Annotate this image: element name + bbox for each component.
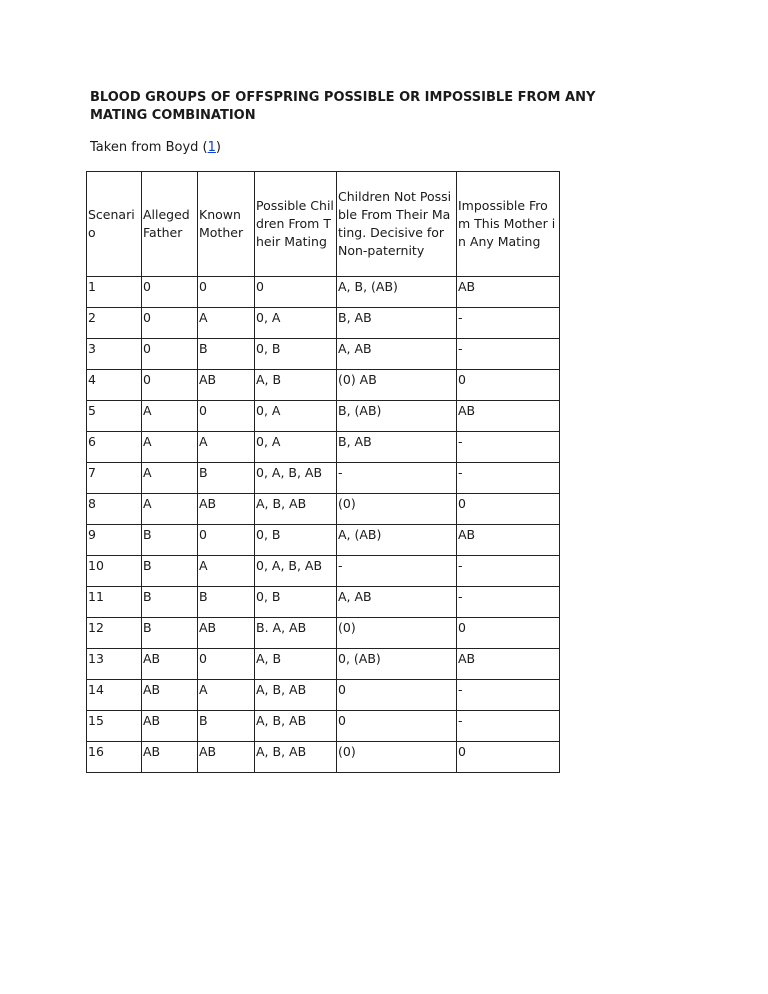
possible-children-cell-text: 0, B [256,527,281,542]
impossible-cell-text: 0 [458,620,466,635]
scenario-cell [87,525,142,556]
scenario-cell [87,308,142,339]
scenario-cell-text: 9 [88,527,96,542]
impossible-cell-text: - [458,713,463,728]
alleged-father-cell-text: 0 [143,372,151,387]
impossible-cell-text: AB [458,651,476,666]
alleged-father-cell [142,680,198,711]
not-possible-cell [337,711,457,742]
scenario-cell-text: 13 [88,651,104,666]
scenario-cell-text: 8 [88,496,96,511]
possible-children-cell-text: A, B, AB [256,682,307,697]
alleged-father-cell [142,339,198,370]
possible-children-cell [255,556,337,587]
possible-children-cell-text: A, B [256,651,282,666]
known-mother-cell-text: A [199,682,208,697]
impossible-cell [457,463,560,494]
not-possible-cell-text: (0) [338,496,356,511]
table-header-row [87,172,560,277]
scenario-cell [87,680,142,711]
impossible-cell-text: 0 [458,744,466,759]
table-row [87,587,560,618]
impossible-cell [457,308,560,339]
known-mother-cell-text: 0 [199,651,207,666]
alleged-father-cell-text: AB [143,713,161,728]
impossible-cell [457,711,560,742]
possible-children-cell-text: A, B, AB [256,744,307,759]
table-row [87,308,560,339]
header-alleged-father: Alleged Father [142,172,198,277]
not-possible-cell-text: B, AB [338,434,372,449]
possible-children-cell [255,339,337,370]
impossible-cell [457,742,560,773]
alleged-father-cell-text: B [143,589,152,604]
not-possible-cell [337,556,457,587]
possible-children-cell-text: A, B, AB [256,713,307,728]
alleged-father-cell [142,649,198,680]
not-possible-cell [337,587,457,618]
impossible-cell-text: - [458,465,463,480]
possible-children-cell-text: 0, A, B, AB [256,465,323,480]
impossible-cell [457,587,560,618]
not-possible-cell [337,463,457,494]
scenario-cell [87,370,142,401]
known-mother-cell-text: 0 [199,403,207,418]
alleged-father-cell [142,277,198,308]
not-possible-cell-text: (0) AB [338,372,377,387]
known-mother-cell [198,525,255,556]
known-mother-cell [198,494,255,525]
known-mother-cell [198,432,255,463]
possible-children-cell-text: B. A, AB [256,620,307,635]
impossible-cell [457,370,560,401]
header-scenario: Scenario [87,172,142,277]
table-row [87,680,560,711]
table-row [87,494,560,525]
table-row [87,556,560,587]
impossible-cell-text: AB [458,527,476,542]
scenario-cell-text: 3 [88,341,96,356]
impossible-cell [457,525,560,556]
source-prefix: Taken from Boyd ( [90,140,208,155]
table-row [87,525,560,556]
impossible-cell [457,432,560,463]
alleged-father-cell [142,618,198,649]
reference-link[interactable]: 1 [207,140,216,155]
known-mother-cell [198,556,255,587]
possible-children-cell-text: 0, A, B, AB [256,558,323,573]
known-mother-cell [198,308,255,339]
possible-children-cell-text: 0, B [256,589,281,604]
scenario-cell-text: 14 [88,682,104,697]
impossible-cell-text: - [458,310,463,325]
impossible-cell-text: - [458,558,463,573]
alleged-father-cell-text: A [143,496,152,511]
table-row [87,401,560,432]
document-title: BLOOD GROUPS OF OFFSPRING POSSIBLE OR IMPOSSIBLE FROM ANY MATING COMBINATION [90,90,596,123]
possible-children-cell [255,308,337,339]
not-possible-cell [337,339,457,370]
possible-children-cell [255,618,337,649]
not-possible-cell [337,370,457,401]
alleged-father-cell [142,525,198,556]
header-known-mother: Known Mother [198,172,255,277]
known-mother-cell [198,742,255,773]
alleged-father-cell [142,711,198,742]
table-row [87,432,560,463]
impossible-cell-text: 0 [458,372,466,387]
source-suffix: ) [215,140,221,155]
known-mother-cell-text: AB [199,620,217,635]
possible-children-cell [255,463,337,494]
possible-children-cell-text: A, B [256,372,282,387]
not-possible-cell-text: B, AB [338,310,372,325]
known-mother-cell-text: 0 [199,527,207,542]
blood-group-table [86,171,560,773]
possible-children-cell [255,401,337,432]
possible-children-cell [255,680,337,711]
scenario-cell [87,401,142,432]
scenario-cell [87,339,142,370]
known-mother-cell [198,370,255,401]
known-mother-cell-text: B [199,713,208,728]
not-possible-cell-text: 0 [338,713,346,728]
alleged-father-cell [142,494,198,525]
scenario-cell-text: 5 [88,403,96,418]
alleged-father-cell [142,587,198,618]
scenario-cell [87,556,142,587]
scenario-cell-text: 2 [88,310,96,325]
possible-children-cell-text: 0, A [256,310,281,325]
possible-children-cell-text: 0, B [256,341,281,356]
known-mother-cell-text: B [199,465,208,480]
header-possible-children: Possible Children From Their Mating [255,172,337,277]
table-row [87,649,560,680]
known-mother-cell-text: A [199,558,208,573]
not-possible-cell [337,432,457,463]
header-children-not-possible: Children Not Possible From Their Mating. Decisive for Non-paternity [337,172,457,277]
scenario-cell [87,742,142,773]
impossible-cell-text: - [458,434,463,449]
possible-children-cell-text: 0, A [256,434,281,449]
not-possible-cell-text: - [338,558,343,573]
possible-children-cell [255,711,337,742]
impossible-cell [457,339,560,370]
not-possible-cell [337,525,457,556]
scenario-cell-text: 11 [88,589,104,604]
scenario-cell-text: 15 [88,713,104,728]
scenario-cell [87,277,142,308]
known-mother-cell-text: 0 [199,279,207,294]
impossible-cell [457,680,560,711]
not-possible-cell-text: (0) [338,744,356,759]
scenario-cell-text: 16 [88,744,104,759]
scenario-cell [87,432,142,463]
possible-children-cell [255,587,337,618]
alleged-father-cell [142,401,198,432]
scenario-cell [87,618,142,649]
table-row [87,742,560,773]
alleged-father-cell-text: B [143,620,152,635]
alleged-father-cell [142,370,198,401]
alleged-father-cell [142,463,198,494]
known-mother-cell [198,339,255,370]
scenario-cell [87,463,142,494]
alleged-father-cell [142,742,198,773]
known-mother-cell-text: AB [199,496,217,511]
table-row [87,711,560,742]
possible-children-cell [255,742,337,773]
not-possible-cell-text: 0, (AB) [338,651,381,666]
possible-children-cell [255,370,337,401]
known-mother-cell [198,680,255,711]
table-row [87,370,560,401]
known-mother-cell [198,401,255,432]
table-row [87,339,560,370]
known-mother-cell-text: AB [199,372,217,387]
alleged-father-cell-text: B [143,558,152,573]
alleged-father-cell-text: AB [143,744,161,759]
scenario-cell [87,711,142,742]
source-citation [90,139,221,157]
not-possible-cell-text: - [338,465,343,480]
impossible-cell [457,649,560,680]
known-mother-cell-text: AB [199,744,217,759]
impossible-cell-text: - [458,341,463,356]
not-possible-cell-text: A, (AB) [338,527,382,542]
scenario-cell-text: 4 [88,372,96,387]
possible-children-cell [255,432,337,463]
not-possible-cell-text: A, B, (AB) [338,279,398,294]
known-mother-cell-text: B [199,341,208,356]
impossible-cell-text: - [458,589,463,604]
alleged-father-cell [142,308,198,339]
scenario-cell-text: 7 [88,465,96,480]
impossible-cell-text: - [458,682,463,697]
alleged-father-cell-text: A [143,434,152,449]
header-impossible-from-mother: Impossible From This Mother in Any Mating [457,172,560,277]
alleged-father-cell-text: B [143,527,152,542]
not-possible-cell [337,680,457,711]
alleged-father-cell-text: A [143,465,152,480]
impossible-cell-text: AB [458,403,476,418]
possible-children-cell [255,494,337,525]
not-possible-cell [337,618,457,649]
alleged-father-cell-text: AB [143,651,161,666]
known-mother-cell-text: A [199,310,208,325]
scenario-cell-text: 10 [88,558,104,573]
not-possible-cell [337,308,457,339]
known-mother-cell [198,649,255,680]
possible-children-cell-text: A, B, AB [256,496,307,511]
not-possible-cell-text: 0 [338,682,346,697]
possible-children-cell [255,525,337,556]
scenario-cell-text: 1 [88,279,96,294]
alleged-father-cell-text: AB [143,682,161,697]
not-possible-cell [337,649,457,680]
known-mother-cell-text: B [199,589,208,604]
not-possible-cell [337,401,457,432]
not-possible-cell [337,277,457,308]
table-row [87,277,560,308]
not-possible-cell-text: A, AB [338,589,372,604]
known-mother-cell [198,711,255,742]
not-possible-cell-text: A, AB [338,341,372,356]
possible-children-cell-text: 0, A [256,403,281,418]
impossible-cell-text: AB [458,279,476,294]
alleged-father-cell-text: A [143,403,152,418]
alleged-father-cell-text: 0 [143,310,151,325]
impossible-cell [457,494,560,525]
impossible-cell [457,277,560,308]
known-mother-cell [198,587,255,618]
scenario-cell-text: 12 [88,620,104,635]
alleged-father-cell-text: 0 [143,341,151,356]
not-possible-cell [337,742,457,773]
known-mother-cell [198,618,255,649]
known-mother-cell [198,277,255,308]
table-row [87,618,560,649]
impossible-cell [457,618,560,649]
alleged-father-cell [142,556,198,587]
known-mother-cell-text: A [199,434,208,449]
scenario-cell-text: 6 [88,434,96,449]
alleged-father-cell [142,432,198,463]
possible-children-cell [255,277,337,308]
known-mother-cell [198,463,255,494]
not-possible-cell-text: (0) [338,620,356,635]
not-possible-cell [337,494,457,525]
impossible-cell [457,556,560,587]
scenario-cell [87,494,142,525]
alleged-father-cell-text: 0 [143,279,151,294]
possible-children-cell [255,649,337,680]
possible-children-cell-text: 0 [256,279,264,294]
scenario-cell [87,649,142,680]
impossible-cell [457,401,560,432]
table-row [87,463,560,494]
not-possible-cell-text: B, (AB) [338,403,382,418]
impossible-cell-text: 0 [458,496,466,511]
scenario-cell [87,587,142,618]
